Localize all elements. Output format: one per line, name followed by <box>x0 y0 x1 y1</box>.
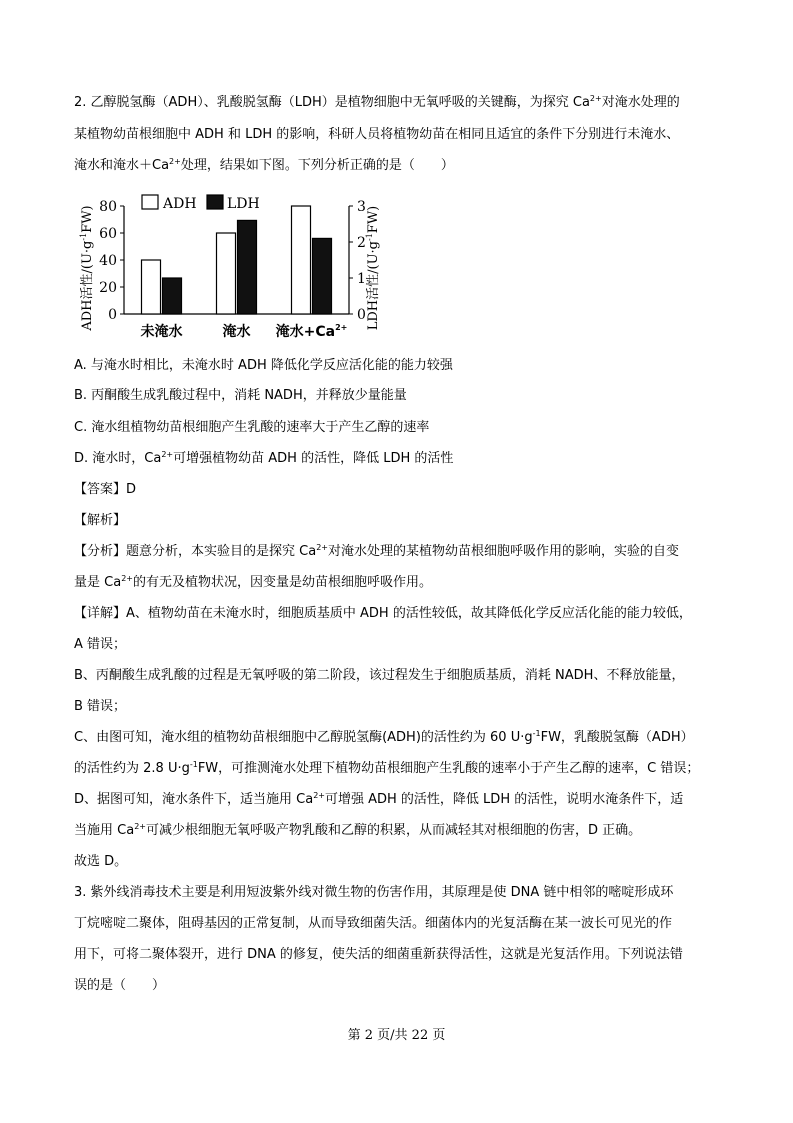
x-category-label: 淹水 <box>222 324 251 340</box>
question3-line2: 丁烷嘧啶二聚体，阻碍基因的正常复制，从而导致细菌失活。细菌体内的光复活酶在某一波长可见光的作 <box>74 916 673 931</box>
xiangjie-b-line2: B 错误； <box>74 699 127 714</box>
fenxi-line1: 【分析】题意分析，本实验目的是探究 $Ca^{2+}$对淹水处理的某植物幼苗根细胞呼吸作用的影响，实验的自变 <box>74 543 679 559</box>
y-axis-right-label: LDH活性$/(U\cdot g^{-1}FW)$ <box>365 205 381 331</box>
xiangjie-c-line1: C、由图可知，淹水组的植物幼苗根细胞中乙醇脱氢酶(ADH)的活性约为 60 $U\cdot g^{-1}FW$，乳酸脱氢酶（ADH） <box>74 729 694 745</box>
bar-adh-1 <box>142 260 161 314</box>
y-right-tick-label: 1 <box>357 271 366 287</box>
legend-adh-swatch <box>142 195 158 209</box>
y-right-tick-label: 3 <box>357 199 366 215</box>
y-left-tick-label: 80 <box>99 199 117 215</box>
y-right-tick-label: 2 <box>357 235 366 251</box>
xiangjie-b-line1: B、丙酮酸生成乳酸的过程是无氧呼吸的第二阶段，该过程发生于细胞质基质，消耗 NADH、不释放能量， <box>74 668 685 683</box>
question2-line2: 某植物幼苗根细胞中 ADH 和 LDH 的影响，科研人员将植物幼苗在相同且适宜的条件下分别进行未淹水、 <box>74 127 680 142</box>
y-axis-left-label: ADH活性$/(U\cdot g^{-1}FW)$ <box>79 205 95 331</box>
x-category-label: 未淹水 <box>140 324 183 340</box>
legend-ldh-swatch <box>207 195 223 209</box>
xiangjie-c-line2: 的活性约为 2.8 $U\cdot g^{-1}FW$，可推测淹水处理下植物幼苗根细胞产生乳酸的速率小于产生乙醇的速率，C 错误； <box>74 760 700 776</box>
enzyme-activity-bar-chart <box>74 188 381 350</box>
y-left-tick-label: 0 <box>108 307 117 323</box>
y-right-tick-label: 0 <box>357 307 366 323</box>
answer-line: 【答案】D <box>74 482 137 497</box>
xiangjie-d-line2: 当施用 $Ca^{2+}$可减少根细胞无氧呼吸产物乳酸和乙醇的积累，从而减轻其对根细胞的伤害，D 正确。 <box>74 822 642 838</box>
option-d: D. 淹水时，$Ca^{2+}$可增强植物幼苗 ADH 的活性，降低 LDH 的活性 <box>74 450 454 466</box>
question2-line1: 2. 乙醇脱氢酶（ADH）、乳酸脱氢酶（LDH）是植物细胞中无氧呼吸的关键酶，为探究 $Ca^{2+}$对淹水处理的 <box>74 94 680 110</box>
bar-ldh-3 <box>313 238 332 314</box>
conclusion: 故选 D。 <box>74 854 128 869</box>
option-b: B. 丙酮酸生成乳酸过程中，消耗 NADH，并释放少量能量 <box>74 388 407 403</box>
y-left-tick-label: 20 <box>99 280 117 296</box>
analysis-header: 【解析】 <box>74 513 127 528</box>
question2-line3: 淹水和淹水$+Ca^{2+}$处理，结果如下图。下列分析正确的是（ ） <box>74 157 454 173</box>
question3-line1: 3. 紫外线消毒技术主要是利用短波紫外线对微生物的伤害作用，其原理是使 DNA 链中相邻的嘧啶形成环 <box>74 885 674 900</box>
y-left-tick-label: 40 <box>99 253 117 269</box>
xiangjie-a-line2: A 错误； <box>74 637 127 652</box>
option-c: C. 淹水组植物幼苗根细胞产生乳酸的速率大于产生乙醇的速率 <box>74 420 430 435</box>
bar-adh-3 <box>292 206 311 314</box>
legend-adh-label: ADH <box>163 196 197 212</box>
question3-line3: 用下，可将二聚体裂开，进行 DNA 的修复，使失活的细菌重新获得活性，这就是光复活作用。下列说法错 <box>74 947 683 962</box>
question3-line4: 误的是（ ） <box>74 978 166 993</box>
xiangjie-a-line1: 【详解】A、植物幼苗在未淹水时，细胞质基质中 ADH 的活性较低，故其降低化学反应活化能的能力较低， <box>74 606 692 621</box>
bar-adh-2 <box>217 233 236 314</box>
option-a: A. 与淹水时相比，未淹水时 ADH 降低化学反应活化能的能力较强 <box>74 358 453 373</box>
bar-ldh-1 <box>163 278 182 314</box>
xiangjie-d-line1: D、据图可知，淹水条件下，适当施用 $Ca^{2+}$可增强 ADH 的活性，降低 LDH 的活性，说明水淹条件下，适 <box>74 791 684 807</box>
y-left-tick-label: 60 <box>99 226 117 242</box>
legend-ldh-label: LDH <box>227 196 260 212</box>
fenxi-line2: 量是 $Ca^{2+}$的有无及植物状况，因变量是幼苗根细胞呼吸作用。 <box>74 574 432 590</box>
page-footer: 第 2 页/共 22 页 <box>347 1028 446 1043</box>
x-category-label: 淹水$+Ca^{2+}$ <box>275 323 348 340</box>
bar-ldh-2 <box>238 220 257 314</box>
